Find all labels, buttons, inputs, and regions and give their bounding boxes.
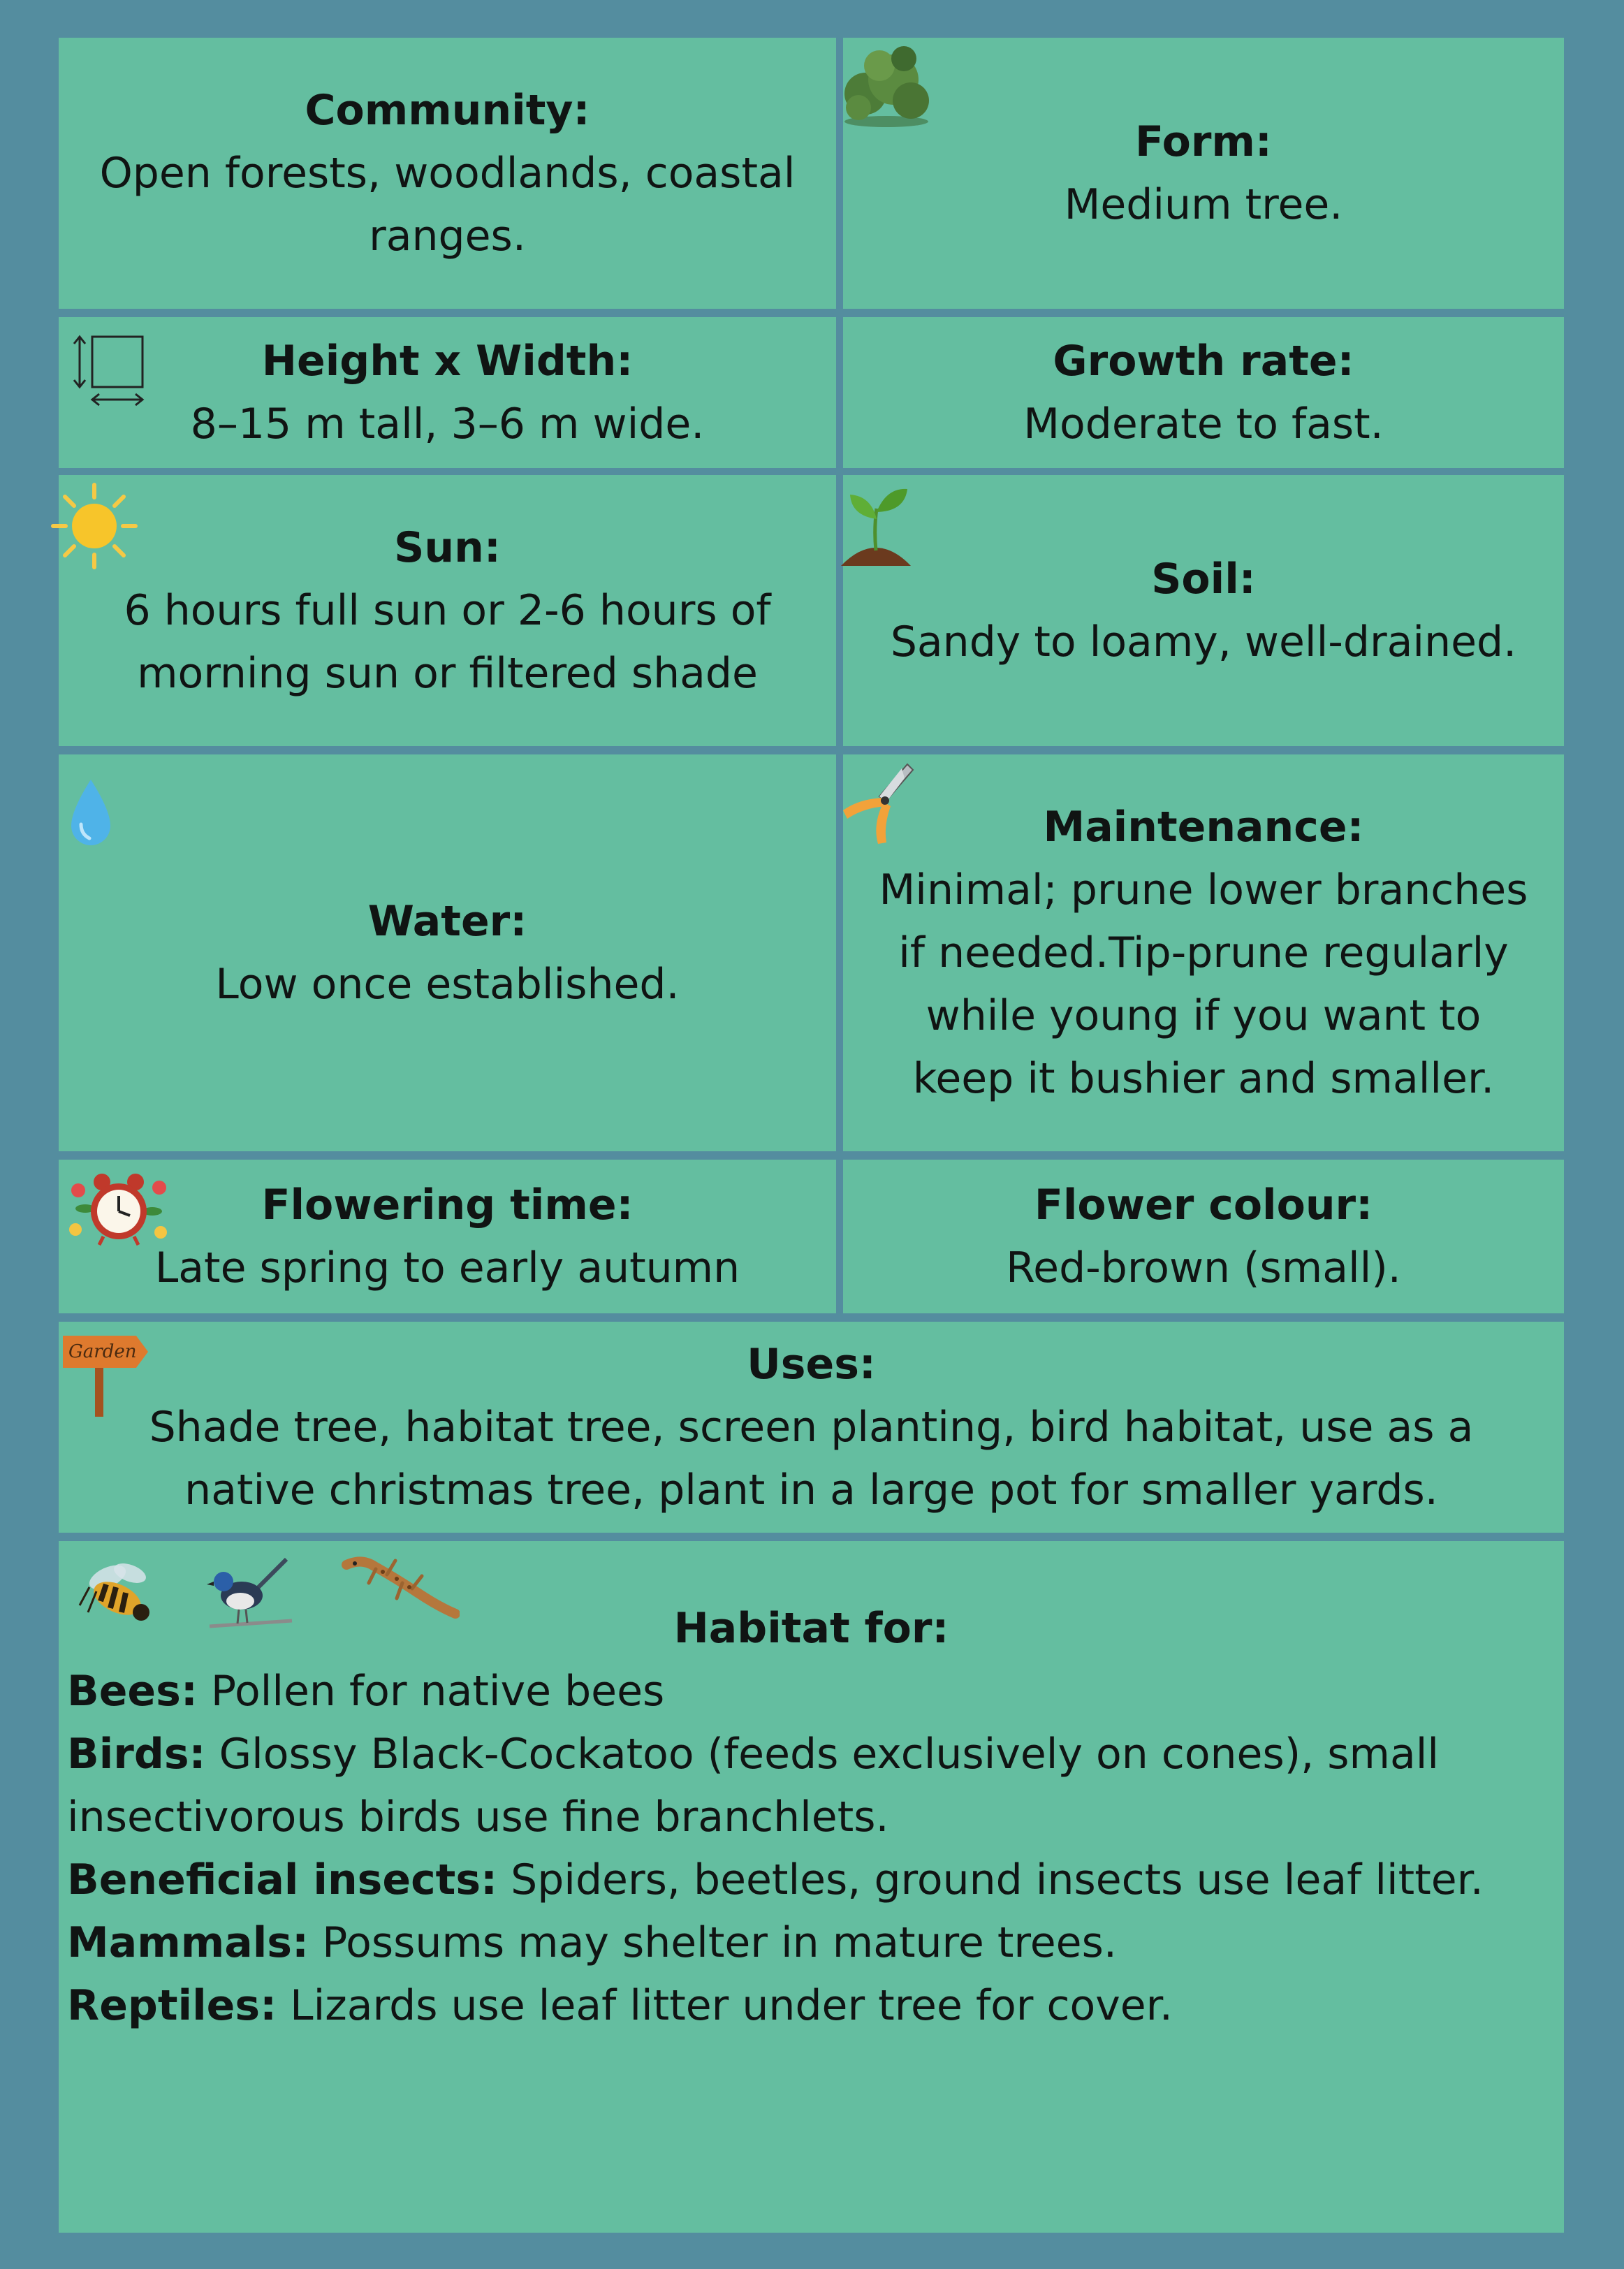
water-text: Low once established.	[215, 960, 680, 1009]
form-text: Medium tree.	[1064, 180, 1343, 229]
flower-colour-panel	[843, 1160, 1564, 1313]
maintenance-text-line-3: while young if you want to	[926, 991, 1482, 1040]
habitat-label-birds: Birds:	[67, 1730, 206, 1779]
flower-colour-title: Flower colour:	[1034, 1181, 1373, 1230]
soil-text: Sandy to loamy, well-drained.	[890, 618, 1517, 666]
alarm-clock-icon	[61, 1162, 173, 1253]
form-panel	[843, 38, 1564, 309]
habitat-text-birds-line-1: Glossy Black-Cockatoo (feeds exclusively on cones), small	[205, 1730, 1440, 1779]
maintenance-title: Maintenance:	[1043, 803, 1364, 852]
uses-text-line-1: Shade tree, habitat tree, screen planting, bird habitat, use as a	[149, 1403, 1474, 1452]
habitat-text-bees: Pollen for native bees	[197, 1667, 665, 1716]
pruner-icon	[837, 757, 921, 848]
maintenance-text-line-2: if needed.Tip-prune regularly	[898, 928, 1509, 977]
habitat-label-reptiles: Reptiles:	[67, 1981, 277, 2030]
sun-title: Sun:	[394, 523, 501, 572]
shrub-icon	[837, 38, 935, 129]
growth-rate-title: Growth rate:	[1053, 337, 1354, 386]
flowering-time-panel	[59, 1160, 836, 1313]
habitat-label-bees: Bees:	[67, 1667, 198, 1716]
maintenance-text-line-4: keep it bushier and smaller.	[912, 1054, 1495, 1103]
uses-title: Uses:	[747, 1340, 876, 1389]
garden-sign-label: Garden	[68, 1341, 137, 1362]
habitat-label-mammals: Mammals:	[67, 1918, 309, 1967]
flowering-time-text: Late spring to early autumn	[154, 1243, 740, 1292]
habitat-text-mammals: Possums may shelter in mature trees.	[309, 1918, 1117, 1967]
habitat-text-reptiles: Lizards use leaf litter under tree for cover.	[277, 1981, 1173, 2030]
habitat-text-beneficial-insects: Spiders, beetles, ground insects use leaf litter.	[497, 1855, 1484, 1904]
habitat-item-reptiles	[67, 1974, 1484, 2037]
height-width-panel	[59, 317, 836, 468]
sun-text-line-1: 6 hours full sun or 2-6 hours of	[124, 586, 771, 635]
flower-colour-text: Red-brown (small).	[1006, 1243, 1401, 1292]
habitat-item-beneficial-insects	[67, 1848, 1484, 1911]
growth-rate-text: Moderate to fast.	[1023, 400, 1384, 448]
habitat-item-bees	[67, 1660, 1484, 1723]
habitat-panel	[59, 1541, 1564, 2233]
maintenance-panel	[843, 754, 1564, 1151]
sun-icon	[49, 481, 140, 571]
community-panel	[59, 38, 836, 309]
water-title: Water:	[367, 897, 527, 946]
form-title: Form:	[1135, 117, 1272, 166]
habitat-item-mammals	[67, 1911, 1484, 1974]
height-width-text: 8–15 m tall, 3–6 m wide.	[190, 400, 705, 448]
garden-sign-icon	[63, 1326, 154, 1424]
flowering-time-title: Flowering time:	[261, 1181, 634, 1230]
sun-panel	[59, 475, 836, 746]
seedling-icon	[837, 481, 914, 571]
soil-title: Soil:	[1151, 555, 1256, 604]
soil-panel	[843, 475, 1564, 746]
habitat-list	[67, 1660, 1484, 2037]
habitat-label-beneficial-insects: Beneficial insects:	[67, 1855, 498, 1904]
water-panel	[59, 754, 836, 1151]
uses-panel	[59, 1322, 1564, 1533]
habitat-text-birds-line-2: insectivorous birds use fine branchlets.	[67, 1793, 889, 1841]
water-drop-icon	[63, 775, 119, 852]
community-text-line-1: Open forests, woodlands, coastal	[99, 149, 796, 198]
growth-rate-panel	[843, 317, 1564, 468]
habitat-title: Habitat for:	[673, 1604, 949, 1653]
height-width-title: Height x Width:	[261, 337, 634, 386]
community-text-line-2: ranges.	[369, 212, 526, 261]
uses-text-line-2: native christmas tree, plant in a large pot for smaller yards.	[184, 1466, 1438, 1515]
sun-text-line-2: morning sun or filtered shade	[137, 649, 758, 698]
maintenance-text-line-1: Minimal; prune lower branches	[879, 866, 1528, 914]
dimension-icon	[64, 331, 148, 408]
community-title: Community:	[305, 86, 590, 135]
habitat-item-birds	[67, 1723, 1484, 1786]
